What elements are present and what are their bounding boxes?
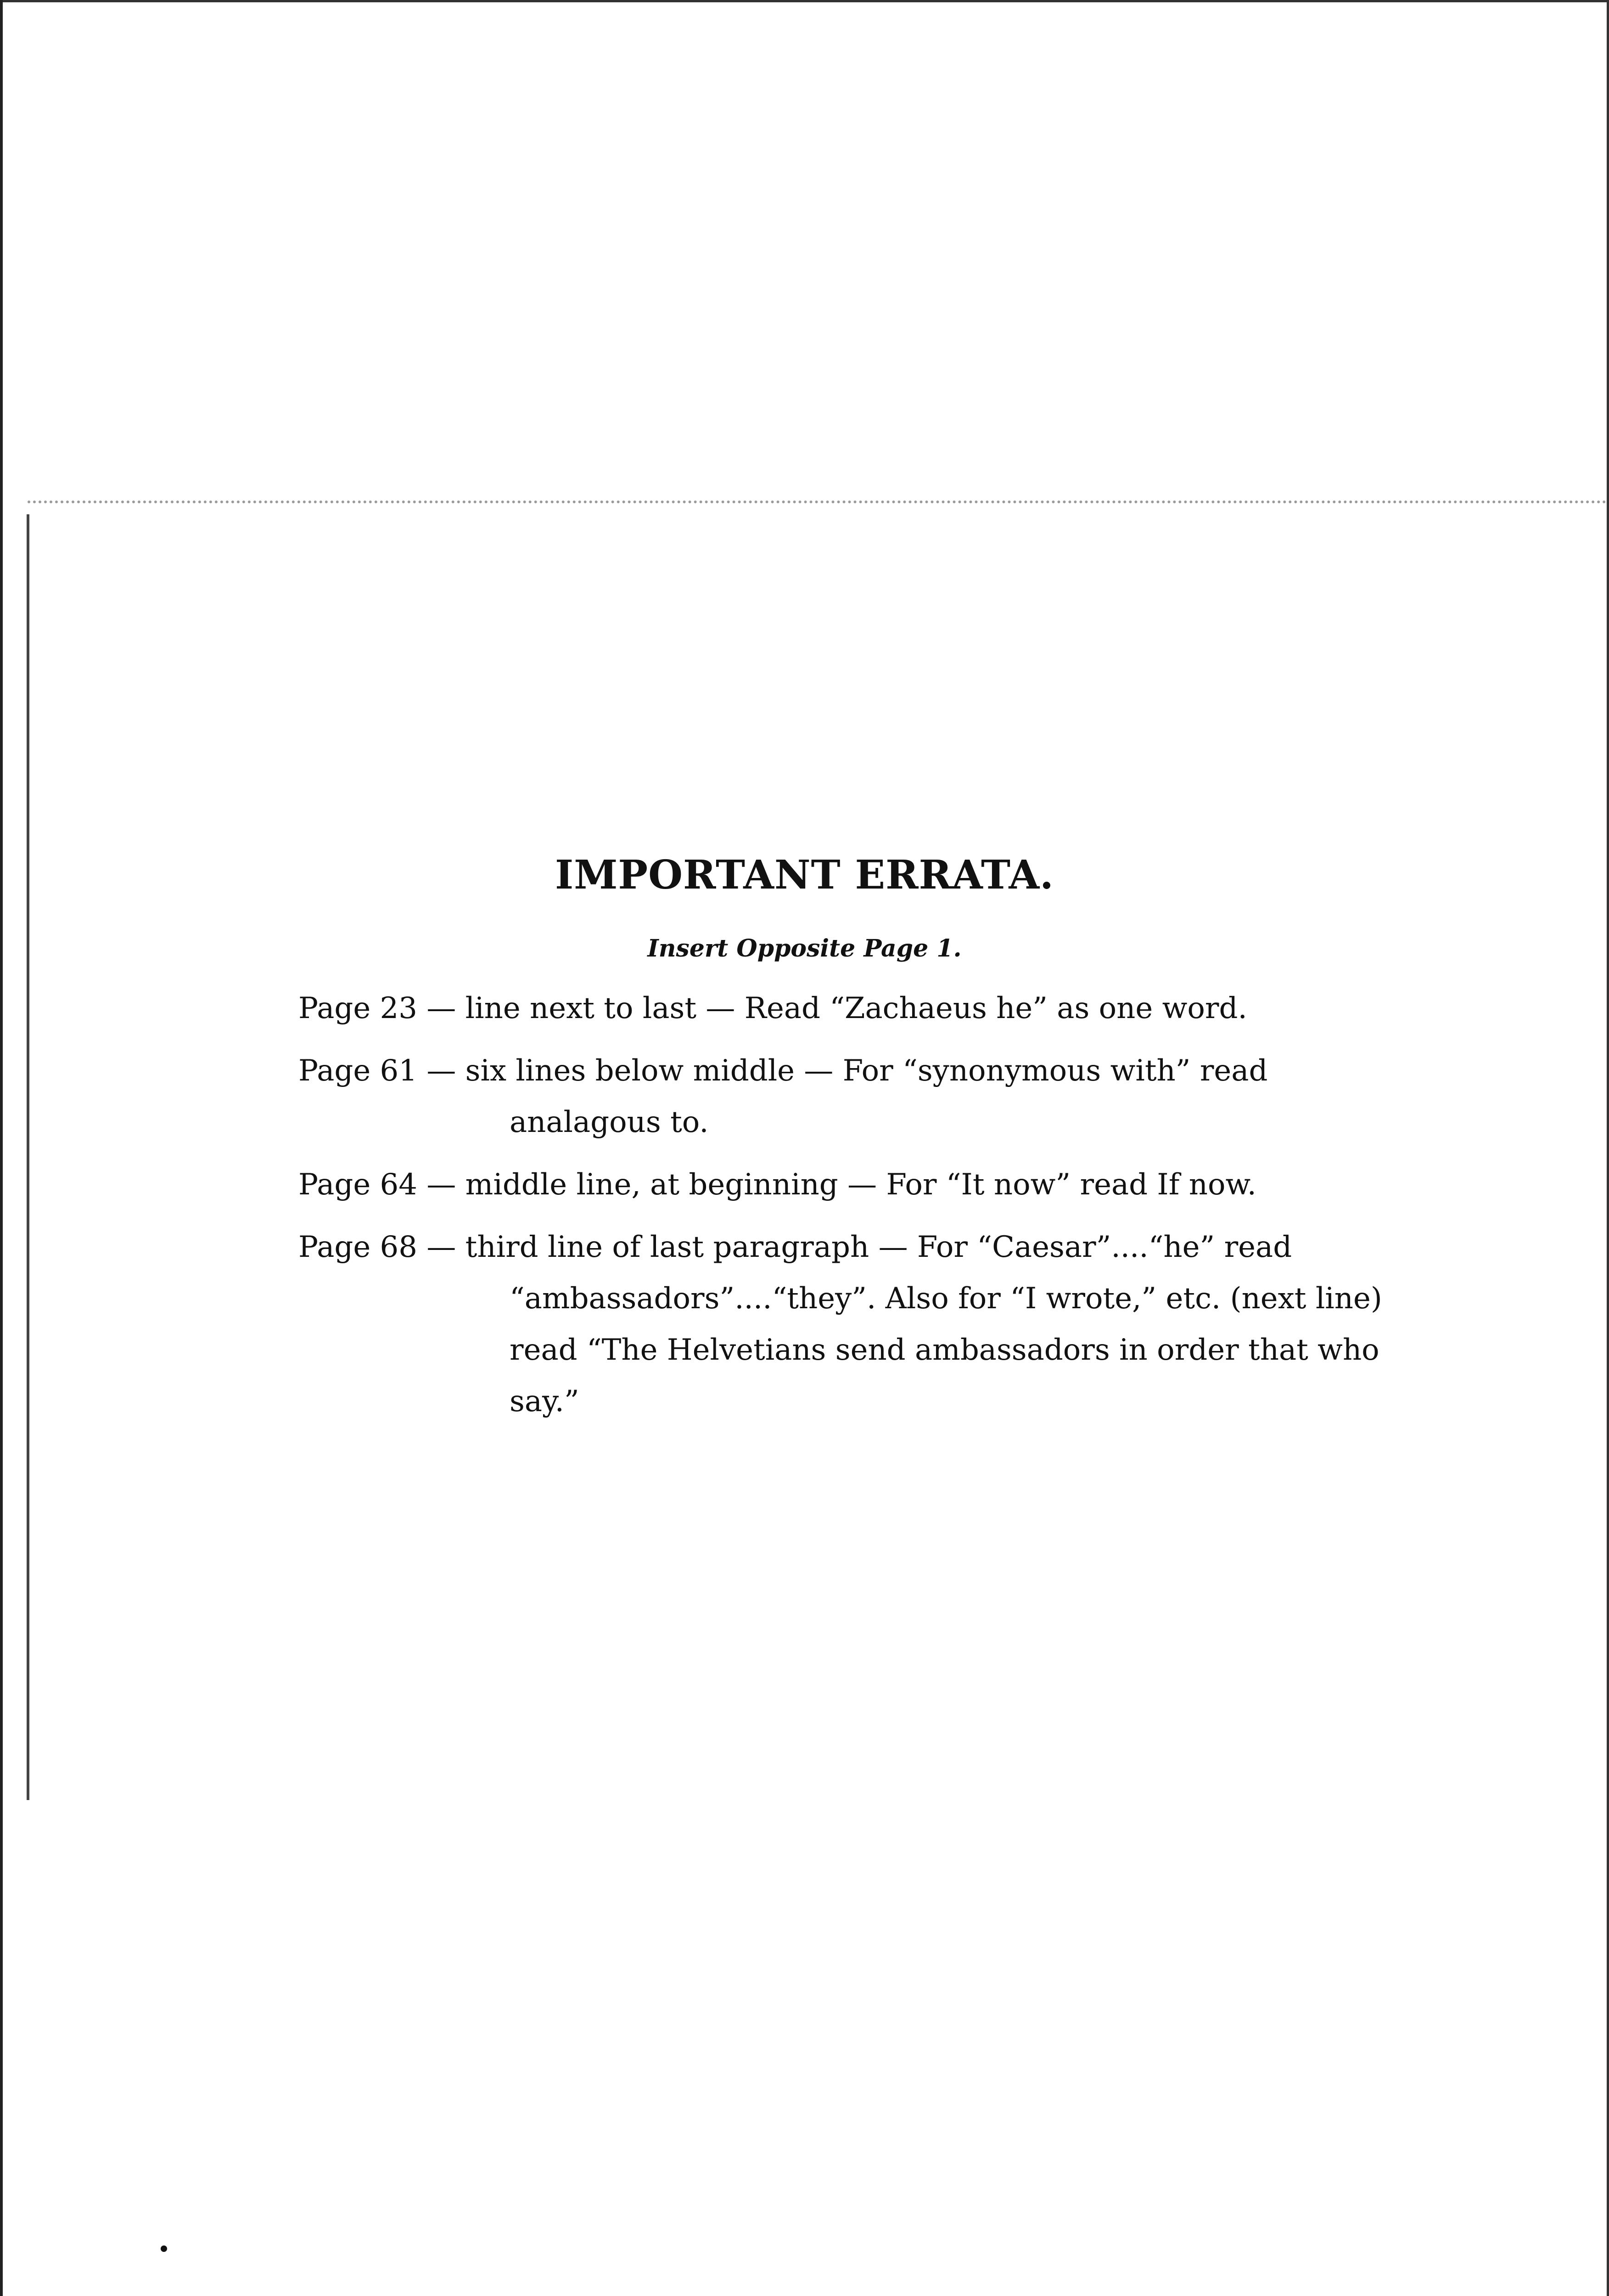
errata-entry: Page 68 — third line of last paragraph — For “Caesar”....“he” read “ambassadors”....“they”. Also for “I wrote,” etc. (next line) read “The Helvetians send ambassadors in order that who say.”	[298, 1230, 1382, 1418]
scan-edge-top	[0, 0, 1609, 2]
errata-entry: Page 23 — line next to last — Read “Zachaeus he” as one word.	[298, 991, 1247, 1025]
page-fold-line	[27, 514, 29, 1800]
scan-edge-right	[1607, 0, 1609, 2296]
perforation-line	[28, 501, 1607, 503]
scan-speck	[161, 2245, 167, 2252]
scan-edge-left	[0, 0, 3, 2296]
errata-entry: Page 64 — middle line, at beginning — For “It now” read If now.	[298, 1168, 1256, 1202]
errata-title: IMPORTANT ERRATA.	[555, 852, 1054, 898]
errata-subtitle: Insert Opposite Page 1.	[647, 934, 962, 962]
errata-list	[298, 983, 1409, 1438]
errata-entry: Page 61 — six lines below middle — For “synonymous with” read analagous to.	[298, 1054, 1268, 1139]
